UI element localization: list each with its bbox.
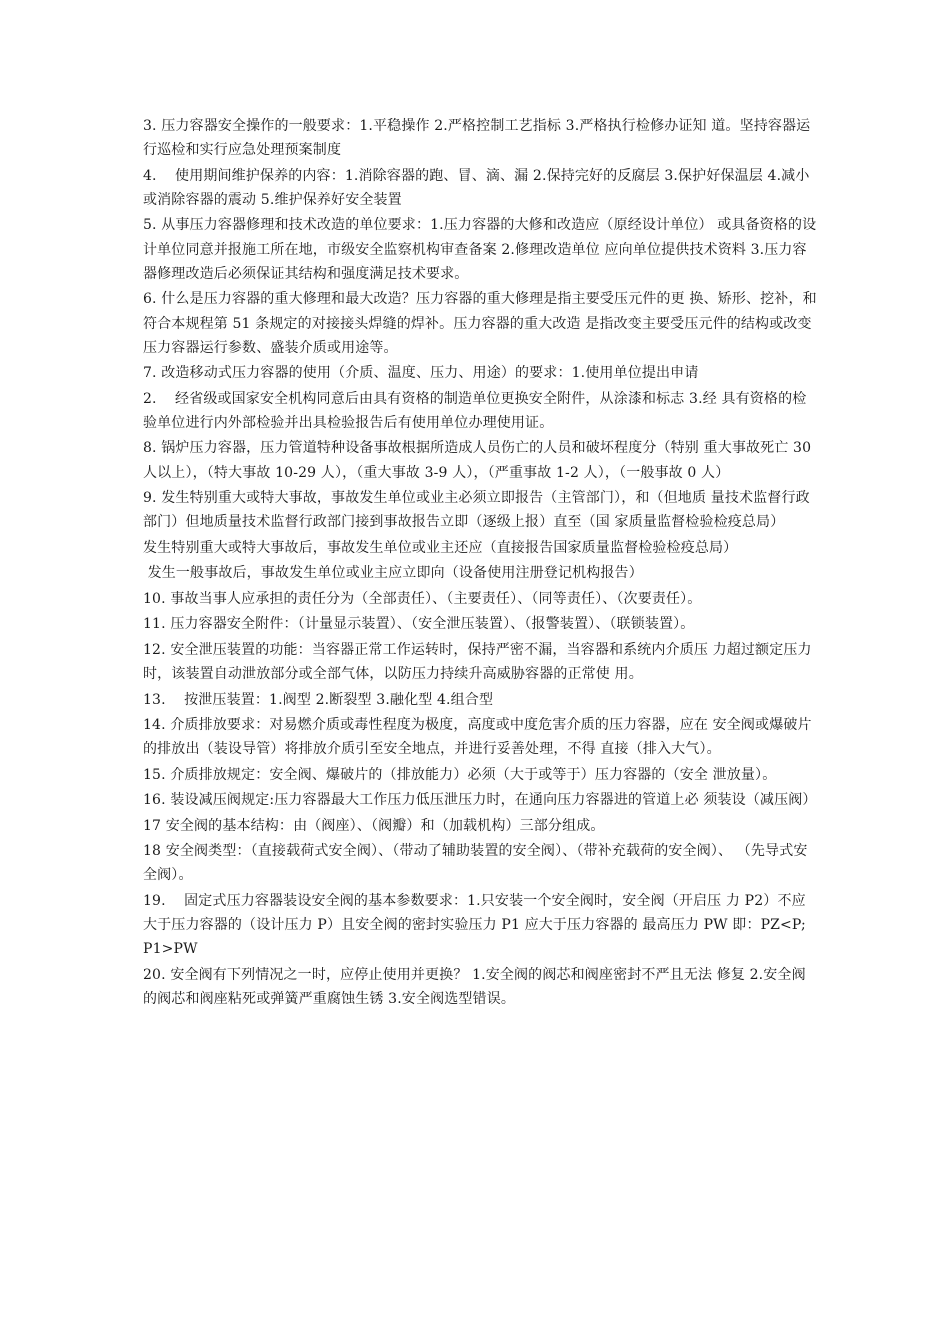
paragraph-9-extra-a: 发生特别重大或特大事故后，事故发生单位或业主还应（直接报告国家质量监督检验检疫总局） [143,539,738,556]
paragraph-6: 6. 什么是压力容器的重大修理和最大改造？压力容器的重大修理是指主要受压元件的更 换、矫形、挖补，和符合本规程第 51 条规定的对接接头焊缝的焊补。压力容器的重大改造 是指改变主要受压元件的结构或改变压力容器运行参数、盛装介质或用途等。 [143,291,817,356]
paragraph-12: 12. 安全泄压装置的功能：当容器正常工作运转时，保持严密不漏，当容器和系统内介质压 力超过额定压力时，该装置自动泄放部分或全部气体，以防压力持续升高威胁容器的正常使 用。 [143,641,812,683]
paragraph-18: 18 安全阀类型：（直接载荷式安全阀）、（带动了辅助装置的安全阀）、（带补充载荷的安全阀）、 （先导式安全阀）。 [143,843,808,884]
paragraph-10: 10. 事故当事人应承担的责任分为（全部责任）、（主要责任）、（同等责任）、（次要责任）。 [143,590,702,607]
paragraph-9: 9. 发生特别重大或特大事故，事故发生单位或业主必须立即报告（主管部门），和（但地质 量技术监督行政部门）但地质量技术监督行政部门接到事故报告立即（逐级上报）直至（国 家质量监督检验检疫总局） [143,490,810,531]
paragraph-4: 4. 使用期间维护保养的内容：1.消除容器的跑、冒、滴、漏 2.保持完好的反腐层 3.保护好保温层 4.减小或消除容器的震动 5.维护保养好安全装置 [143,167,810,208]
paragraph-20: 20. 安全阀有下列情况之一时，应停止使用并更换？ 1.安全阀的阀芯和阀座密封不严且无法 修复 2.安全阀的阀芯和阀座粘死或弹簧严重腐蚀生锈 3.安全阀选型错误。 [143,966,806,1008]
paragraph-17: 17 安全阀的基本结构：由（阀座）、（阀瓣）和（加载机构）三部分组成。 [143,817,605,834]
paragraph-16: 16. 装设减压阀规定:压力容器最大工作压力低压泄压力时，在通向压力容器进的管道上必 须装设（减压阀） [143,792,817,809]
paragraph-7: 7. 改造移动式压力容器的使用（介质、温度、压力、用途）的要求：1.使用单位提出申请 [143,365,699,382]
paragraph-13: 13. 按泄压装置：1.阀型 2.断裂型 3.融化型 4.组合型 [143,691,494,708]
paragraph-7-2: 2. 经省级或国家安全机构同意后由具有资格的制造单位更换安全附件，从涂漆和标志 3.经 具有资格的检验单位进行内外部检验并出具检验报告后有使用单位办理使用证。 [143,390,807,431]
paragraph-11: 11. 压力容器安全附件：（计量显示装置）、（安全泄压装置）、（报警装置）、（联锁装置）。 [143,616,695,633]
paragraph-14: 14. 介质排放要求：对易燃介质或毒性程度为极度，高度或中度危害介质的压力容器，应在 安全阀或爆破片的排放出（装设导管）将排放介质引至安全地点，并进行妥善处理，不得 直接（排入大气）。 [143,717,812,758]
paragraph-8: 8. 锅炉压力容器，压力管道特种设备事故根据所造成人员伤亡的人员和破坏程度分（特别 重大事故死亡 30 人以上），（特大事故 10-29 人），（重大事故 3-9 人），（严重事故 1-2 人），（一般事故 0 人） [143,440,816,481]
document-body [143,114,819,1013]
paragraph-5: 5. 从事压力容器修理和技术改造的单位要求：1.压力容器的大修和改造应（原经设计单位） 或具备资格的设计单位同意并报施工所在地，市级安全监察机构审查备案 2.修理改造单位 应向单位提供技术资料 3.压力容器修理改造后必须保证其结构和强度满足技术要求。 [143,217,817,282]
paragraph-3: 3. 压力容器安全操作的一般要求：1.平稳操作 2.严格控制工艺指标 3.严格执行检修办证知 道。坚持容器运行巡检和实行应急处理预案制度 [143,118,811,159]
paragraph-9-extra-b: 发生一般事故后，事故发生单位或业主应立即向（设备使用注册登记机构报告） [143,565,643,582]
paragraph-19: 19. 固定式压力容器装设安全阀的基本参数要求：1.只安装一个安全阀时，安全阀（开启压 力 P2）不应大于压力容器的（设计压力 P）且安全阀的密封实验压力 P1 应大于压力容器的 最高压力 PW 即：PZ<P; P1>PW [143,892,811,958]
paragraph-15: 15. 介质排放规定：安全阀、爆破片的（排放能力）必须（大于或等于）压力容器的（安全 泄放量）。 [143,766,777,783]
